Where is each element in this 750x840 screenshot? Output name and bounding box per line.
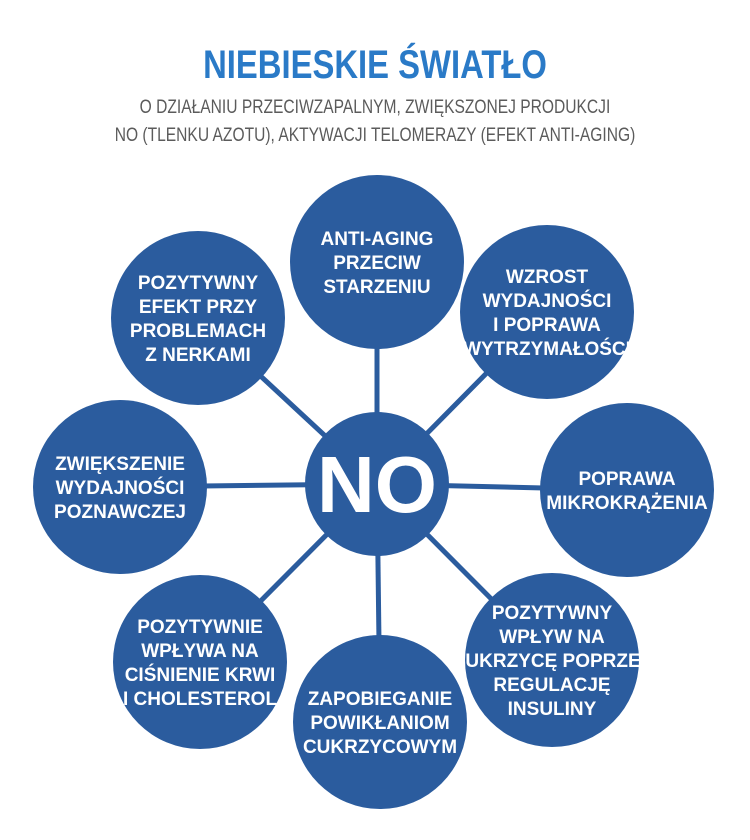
node-cukrzyca-insulina-line-3: CUKRZYCĘ POPRZEZ bbox=[451, 651, 653, 672]
node-powiklania-cukrzycowe-line-2: POWIKŁANIOM bbox=[310, 713, 450, 734]
node-wydajnosc-wytrzymalosc-line-3: I POPRAWA bbox=[493, 315, 601, 336]
node-powiklania-cukrzycowe bbox=[293, 635, 467, 809]
node-nerki-line-1: POZYTYWNY bbox=[137, 273, 259, 294]
node-cisnienie-cholesterol bbox=[113, 575, 287, 749]
node-powiklania-cukrzycowe-line-1: ZAPOBIEGANIE bbox=[307, 689, 453, 710]
center-node bbox=[305, 412, 449, 556]
node-cukrzyca-insulina-line-2: WPŁYW NA bbox=[499, 627, 605, 648]
node-powiklania-cukrzycowe-line-3: CUKRZYCOWYM bbox=[302, 737, 458, 758]
subtitle-line-2: NO (TLENKU AZOTU), AKTYWACJI TELOMERAZY (EFEKT ANTI-AGING) bbox=[114, 125, 636, 146]
node-anti-aging-line-1: ANTI-AGING bbox=[320, 229, 434, 250]
node-mikrokrazenie-line-1: POPRAWA bbox=[578, 469, 676, 490]
node-wydajnosc-wytrzymalosc-line-1: WZROST bbox=[505, 267, 589, 288]
node-wydajnosc-wytrzymalosc bbox=[460, 225, 634, 399]
node-wydajnosc-wytrzymalosc-circle bbox=[460, 225, 634, 399]
node-anti-aging bbox=[290, 175, 464, 349]
node-mikrokrazenie-line-2: MIKROKRĄŻENIA bbox=[546, 493, 708, 514]
node-cisnienie-cholesterol-line-1: POZYTYWNIE bbox=[137, 617, 263, 638]
center-label: NO bbox=[317, 440, 437, 529]
node-cukrzyca-insulina-line-5: INSULINY bbox=[507, 699, 597, 720]
node-wydajnosc-wytrzymalosc-line-4: WYTRZYMAŁOŚCI bbox=[463, 339, 631, 360]
node-nerki-line-2: EFEKT PRZY bbox=[138, 297, 258, 318]
node-cukrzyca-insulina-line-4: REGULACJĘ bbox=[493, 675, 611, 696]
node-wydajnosc-poznawcza-line-2: WYDAJNOŚCI bbox=[55, 478, 185, 499]
node-cukrzyca-insulina bbox=[452, 573, 653, 747]
node-cisnienie-cholesterol-line-3: CIŚNIENIE KRWI bbox=[124, 665, 276, 686]
node-nerki bbox=[111, 231, 285, 405]
node-wydajnosc-poznawcza-line-1: ZWIĘKSZENIE bbox=[55, 454, 185, 475]
node-cisnienie-cholesterol-circle bbox=[113, 575, 287, 749]
node-mikrokrazenie bbox=[540, 403, 714, 577]
page-title: NIEBIESKIE ŚWIATŁO bbox=[203, 43, 547, 87]
node-anti-aging-line-2: PRZECIW bbox=[333, 253, 421, 274]
node-powiklania-cukrzycowe-label bbox=[303, 689, 457, 758]
node-wydajnosc-poznawcza bbox=[33, 400, 207, 574]
node-nerki-line-3: PROBLEMACH bbox=[129, 321, 267, 342]
node-nerki-line-4: Z NERKAMI bbox=[145, 345, 251, 366]
node-nerki-circle bbox=[111, 231, 285, 405]
node-anti-aging-line-3: STARZENIU bbox=[323, 277, 431, 298]
node-cisnienie-cholesterol-line-4: I CHOLESTEROL bbox=[122, 689, 278, 710]
node-cukrzyca-insulina-line-1: POZYTYWNY bbox=[491, 603, 613, 624]
subtitle-line-1: O DZIAŁANIU PRZECIWZAPALNYM, ZWIĘKSZONEJ PRODUKCJI bbox=[139, 97, 611, 118]
node-wydajnosc-wytrzymalosc-line-2: WYDAJNOŚCI bbox=[482, 291, 612, 312]
node-wydajnosc-poznawcza-label bbox=[54, 454, 186, 523]
node-anti-aging-label bbox=[321, 229, 434, 298]
node-mikrokrazenie-circle bbox=[540, 403, 714, 577]
node-wydajnosc-poznawcza-line-3: POZNAWCZEJ bbox=[54, 502, 186, 523]
node-cisnienie-cholesterol-line-2: WPŁYWA NA bbox=[141, 641, 259, 662]
